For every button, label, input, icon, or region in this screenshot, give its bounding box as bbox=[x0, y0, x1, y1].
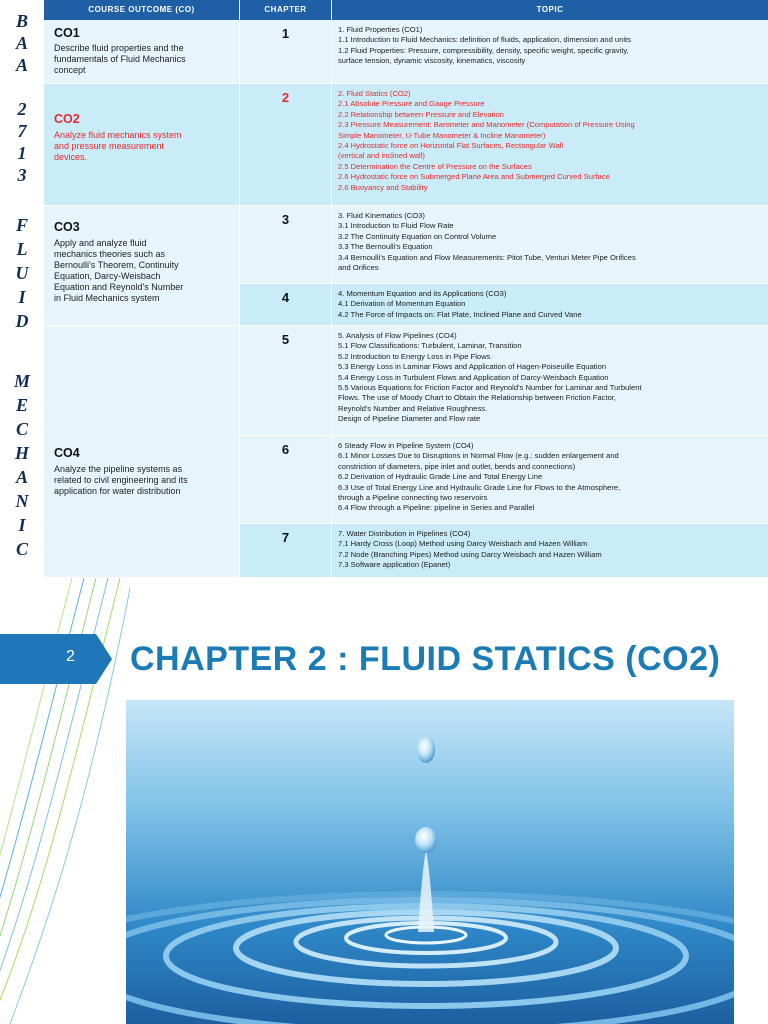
topic-line: 6.4 Flow through a Pipeline: pipeline in Series and Parallel bbox=[338, 503, 535, 513]
topic-line: 4. Momentum Equation and its Applications (CO3) bbox=[338, 289, 507, 298]
chapter-5-cell bbox=[240, 326, 332, 436]
side-title-letter: A bbox=[15, 467, 28, 487]
chapter-3-topics bbox=[332, 206, 768, 284]
header-topic: TOPIC bbox=[332, 0, 768, 20]
topic-line: 1.1 Introduction to Fluid Mechanics: definition of fluids, application, dimension and units bbox=[338, 35, 631, 45]
chapter-6-topics bbox=[332, 436, 768, 524]
chapter-4-topics bbox=[332, 284, 768, 326]
topic-line: constriction of diameters, pipe inlet and outlet, bends and connections) bbox=[338, 461, 576, 471]
chapter-3-cell bbox=[240, 206, 332, 284]
side-title-letter: D bbox=[15, 311, 29, 331]
co4-code: CO4 bbox=[54, 446, 80, 460]
co4-desc-line: related to civil engineering and its bbox=[54, 475, 188, 485]
topic-line: 2.6 Hydrostatic force on Submerged Plane Area and Submerged Curved Surface bbox=[338, 172, 610, 182]
co3-desc-line: mechanics theories such as bbox=[54, 249, 166, 259]
co1-desc-line: concept bbox=[54, 65, 86, 75]
topic-line: 1.2 Fluid Properties: Pressure, compressibility, density, specific weight, specific gravity, bbox=[338, 45, 629, 55]
chapter-1-topics bbox=[332, 20, 768, 84]
co2-desc-line: devices. bbox=[54, 152, 88, 162]
side-title-letter: N bbox=[15, 491, 29, 511]
side-title-letter: 3 bbox=[17, 165, 27, 185]
chapter-title: CHAPTER 2 : FLUID STATICS (CO2) bbox=[130, 640, 721, 678]
side-title-letter: B bbox=[15, 11, 28, 31]
co1-code: CO1 bbox=[54, 26, 80, 40]
topic-line: 6.1 Minor Losses Due to Disruptions in Normal Flow (e.g.: sudden enlargement and bbox=[338, 451, 619, 461]
co4-desc-line: application for water distribution bbox=[54, 486, 181, 496]
water-drop-image bbox=[126, 700, 734, 1024]
topic-line: (vertical and inclined wall) bbox=[338, 151, 425, 161]
chapter-number: 4 bbox=[281, 290, 290, 305]
topic-line: 2. Fluid Statics (CO2) bbox=[338, 89, 411, 98]
topic-line: 2.3 Pressure Measurement: Barometer and Manometer (Computation of Pressure Using bbox=[338, 120, 635, 130]
co1-cell bbox=[44, 20, 240, 84]
course-outcome-table bbox=[44, 0, 768, 578]
co2-desc-line: and pressure measurement bbox=[54, 141, 165, 151]
side-title-letter: H bbox=[14, 443, 29, 463]
side-title-letter: C bbox=[15, 419, 28, 439]
topic-line: 6 Steady Flow in Pipeline System (CO4) bbox=[338, 441, 474, 450]
co3-code: CO3 bbox=[54, 220, 80, 234]
side-title-letter: F bbox=[15, 215, 28, 235]
side-title-letter: 2 bbox=[17, 99, 27, 119]
topic-line: 7.3 Software application (Epanet) bbox=[338, 560, 451, 570]
co2-description bbox=[54, 130, 232, 163]
chapter-number: 1 bbox=[281, 26, 290, 41]
chapter-5-topics bbox=[332, 326, 768, 436]
slide-number-banner bbox=[0, 634, 112, 684]
header-course-outcome: COURSE OUTCOME (CO) bbox=[44, 0, 240, 20]
topic-line: 7. Water Distribution in Pipelines (CO4) bbox=[338, 529, 471, 538]
chapter-number: 5 bbox=[281, 332, 290, 347]
topic-line: 7.1 Hardy Cross (Loop) Method using Darcy Weisbach and Hazen William bbox=[338, 539, 588, 549]
co2-code: CO2 bbox=[54, 112, 80, 126]
co3-cell bbox=[44, 206, 240, 326]
chapter-number: 3 bbox=[281, 212, 290, 227]
side-title-letter: A bbox=[15, 55, 28, 75]
topic-line: 5. Analysis of Flow Pipelines (CO4) bbox=[338, 331, 457, 340]
co4-cell bbox=[44, 326, 240, 578]
co3-desc-line: Equation, Darcy-Weisbach bbox=[54, 271, 161, 281]
topic-line: 2.2 Relationship between Pressure and Elevation bbox=[338, 109, 504, 119]
topic-line: 5.5 Various Equations for Friction Factor and Reynold's Number for Laminar and Turbulent bbox=[338, 383, 642, 393]
topic-line: 3.1 Introduction to Fluid Flow Rate bbox=[338, 221, 454, 231]
side-title-letter: 7 bbox=[17, 121, 27, 141]
topic-line: 3.4 Bernoulli's Equation and Flow Measurements: Pitot Tube, Venturi Meter Pipe Orifices bbox=[338, 252, 636, 262]
chapter-title-slide bbox=[0, 578, 768, 1024]
co3-desc-line: Apply and analyze fluid bbox=[54, 238, 147, 248]
topic-line: Flows. The use of Moody Chart to Obtain the Relationship between Friction Factor, bbox=[338, 393, 617, 403]
side-title-letter: L bbox=[16, 239, 28, 259]
chapter-1-cell bbox=[240, 20, 332, 84]
chapter-number: 7 bbox=[281, 530, 290, 545]
co3-description bbox=[54, 238, 232, 304]
co4-description bbox=[54, 464, 232, 497]
topic-line: 1. Fluid Properties (CO1) bbox=[338, 25, 423, 34]
slide-number: 2 bbox=[66, 648, 75, 665]
topic-line: 2.6 Buoyancy and Stability bbox=[338, 182, 428, 192]
topic-line: 5.3 Energy Loss in Laminar Flows and Application of Hagen-Poiseuille Equation bbox=[338, 362, 607, 372]
side-title-letter: E bbox=[15, 395, 28, 415]
side-title-letter: I bbox=[18, 515, 26, 535]
side-title-letter: 1 bbox=[17, 143, 27, 163]
topic-line: Design of Pipeline Diameter and Flow rate bbox=[338, 414, 481, 424]
chapter-number: 2 bbox=[281, 90, 290, 105]
topic-line: 4.1 Derivation of Momentum Equation bbox=[338, 299, 466, 309]
chapter-6-cell bbox=[240, 436, 332, 524]
co3-desc-line: Bernoulli's Theorem, Continuity bbox=[54, 260, 179, 270]
topic-line: Simple Manometer, U-Tube Manometer & Incline Manometer) bbox=[338, 130, 546, 140]
co2-desc-line: Analyze fluid mechanics system bbox=[54, 130, 182, 140]
co1-description bbox=[54, 43, 232, 76]
side-title-letter: I bbox=[18, 287, 26, 307]
chapter-number: 6 bbox=[281, 442, 290, 457]
co2-cell bbox=[44, 84, 240, 206]
topic-line: through a Pipeline connecting two reservoirs bbox=[338, 493, 488, 503]
topic-line: 5.4 Energy Loss in Turbulent Flows and Application of Darcy-Weisbach Equation bbox=[338, 372, 609, 382]
header-chapter: CHAPTER bbox=[240, 0, 332, 20]
co1-desc-line: fundamentals of Fluid Mechanics bbox=[54, 54, 186, 64]
topic-line: 3.2 The Continuity Equation on Control Volume bbox=[338, 231, 497, 241]
topic-line: 2.1 Absolute Pressure and Gauge Pressure bbox=[338, 99, 485, 109]
side-title-letter: U bbox=[15, 263, 29, 283]
topic-line: 6.2 Derivation of Hydraulic Grade Line and Total Energy Line bbox=[338, 472, 543, 482]
topic-line: 2.4 Hydrostatic force on Horizontal Flat Surfaces, Rectangular Wall bbox=[338, 141, 564, 151]
co3-desc-line: in Fluid Mechanics system bbox=[54, 293, 160, 303]
chapter-2-topics bbox=[332, 84, 768, 206]
topic-line: 3.3 The Bernoulli's Equation bbox=[338, 242, 433, 252]
chapter-7-cell bbox=[240, 524, 332, 578]
topic-line: 7.2 Node (Branching Pipes) Method using Darcy Weisbach and Hazen William bbox=[338, 549, 602, 559]
side-title-letter: A bbox=[15, 33, 28, 53]
topic-line: 5.1 Flow Classifications: Turbulent, Laminar, Transition bbox=[338, 341, 522, 351]
chapter-7-topics bbox=[332, 524, 768, 578]
topic-line: 6.3 Use of Total Energy Line and Hydraulic Grade Line for Flows to the Atmosphere, bbox=[338, 482, 621, 492]
topic-line: 2.5 Determination the Centre of Pressure on the Surfaces bbox=[338, 161, 532, 171]
chapter-4-cell bbox=[240, 284, 332, 326]
vertical-course-title bbox=[0, 0, 44, 578]
topic-line: and Orifices bbox=[338, 263, 379, 273]
co3-desc-line: Equation and Reynold's Number bbox=[54, 282, 184, 292]
co1-desc-line: Describe fluid properties and the bbox=[54, 43, 184, 53]
topic-line: surface tension, dynamic viscosity, kinematics, viscosity bbox=[338, 56, 526, 66]
topic-line: Reynold's Number and Relative Roughness. bbox=[338, 403, 488, 413]
topic-line: 5.2 Introduction to Energy Loss in Pipe Flows bbox=[338, 351, 491, 361]
side-title-letter: C bbox=[15, 539, 28, 559]
topic-line: 4.2 The Force of Impacts on: Flat Plate, Inclined Plane and Curved Vane bbox=[338, 309, 582, 319]
side-title-letter: M bbox=[13, 371, 30, 391]
chapter-2-cell bbox=[240, 84, 332, 206]
topic-line: 3. Fluid Kinematics (CO3) bbox=[338, 211, 425, 220]
co4-desc-line: Analyze the pipeline systems as bbox=[54, 464, 183, 474]
